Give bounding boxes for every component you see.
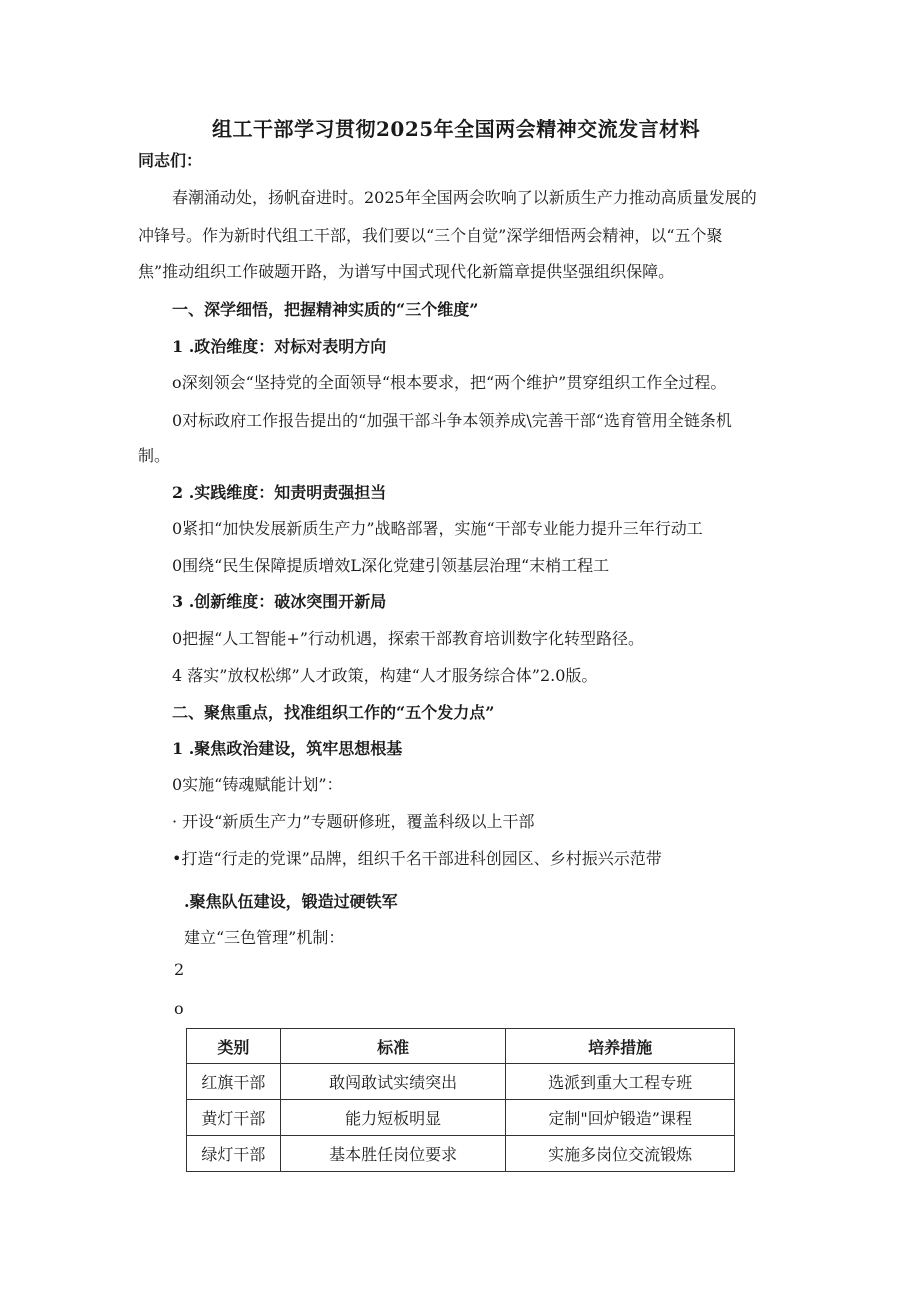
table-cell: 实施多岗位交流锻炼	[506, 1136, 735, 1172]
intro-line-1: 春潮涌动处，扬帆奋进时。2025年全国两会吹响了以新质生产力推动高质量发展的	[172, 188, 757, 207]
table-cell: 红旗干部	[187, 1064, 281, 1100]
table-header-row	[187, 1029, 735, 1064]
section-1-sub-2-item-2: 0围绕“民生保障提质增效L深化党建引领基层治理“末梢工程工	[172, 556, 610, 575]
section-2-sub-1-bullet-2: •打造“行走的党课”品牌，组织千名干部进科创园区、乡村振兴示范带	[172, 849, 662, 868]
intro-line-3: 焦”推动组织工作破题开路，为谱写中国式现代化新篇章提供坚强组织保障。	[138, 262, 675, 281]
table-row	[187, 1136, 735, 1172]
table-cell: 能力短板明显	[280, 1100, 506, 1136]
table-cell: 选派到重大工程专班	[506, 1064, 735, 1100]
section-1-sub-1-heading: 1 .政治维度：对标对表明方向	[172, 337, 387, 356]
section-1-sub-1-item-2-cont: 制。	[138, 446, 171, 465]
section-2-heading: 二、聚焦重点，找准组织工作的“五个发力点”	[172, 703, 495, 722]
table-cell: 绿灯干部	[187, 1136, 281, 1172]
stray-number: 2	[174, 960, 185, 979]
table-cell: 基本胜任岗位要求	[280, 1136, 506, 1172]
table-row	[187, 1100, 735, 1136]
section-1-heading: 一、深学细悟，把握精神实质的“三个维度”	[172, 300, 479, 319]
section-2-sub-1-item-1: 0实施“铸魂赋能计划”：	[172, 775, 343, 794]
table-header-measures: 培养措施	[506, 1029, 735, 1064]
document-title: 组工干部学习贯彻2025年全国两会精神交流发言材料	[212, 117, 701, 141]
stray-mark: o	[174, 999, 184, 1018]
section-2-sub-1-bullet-1: · 开设“新质生产力”专题研修班，覆盖科级以上干部	[172, 812, 535, 831]
table-header-category: 类别	[187, 1029, 281, 1064]
table-row	[187, 1064, 735, 1100]
table-cell: 黄灯干部	[187, 1100, 281, 1136]
section-1-sub-2-heading: 2 .实践维度：知责明责强担当	[172, 483, 387, 502]
table-cell: 敢闯敢试实绩突出	[280, 1064, 506, 1100]
section-2-sub-2-heading: .聚焦队伍建设，锻造过硬铁军	[184, 892, 398, 911]
section-1-sub-2-item-1: 0紧扣“加快发展新质生产力”战略部署，实施“干部专业能力提升三年行动工	[172, 519, 703, 538]
salutation: 同志们：	[138, 151, 203, 170]
section-1-sub-1-item-2: 0对标政府工作报告提出的“加强干部斗争本领养成\完善干部“选育管用全链条机	[172, 411, 732, 430]
section-1-sub-3-item-1: 0把握“人工智能+”行动机遇，探索干部教育培训数字化转型路径。	[172, 629, 644, 648]
section-1-sub-3-heading: 3 .创新维度：破冰突围开新局	[172, 592, 387, 611]
three-color-table	[186, 1028, 735, 1172]
table-header-standard: 标准	[280, 1029, 506, 1064]
section-2-sub-1-heading: 1 .聚焦政治建设，筑牢思想根基	[172, 739, 403, 758]
section-2-sub-2-lead: 建立“三色管理”机制：	[184, 928, 345, 947]
section-1-sub-3-item-2: 4 落实”放权松绑”人才政策，构建“人才服务综合体”2.0版。	[172, 666, 598, 685]
intro-line-2: 冲锋号。作为新时代组工干部，我们要以“三个自觉”深学细悟两会精神，以“五个聚	[138, 226, 723, 245]
table-cell: 定制"回炉锻造”课程	[506, 1100, 735, 1136]
section-1-sub-1-item-1: o深刻领会“坚持党的全面领导“根本要求，把“两个维护”贯穿组织工作全过程。	[172, 373, 727, 392]
